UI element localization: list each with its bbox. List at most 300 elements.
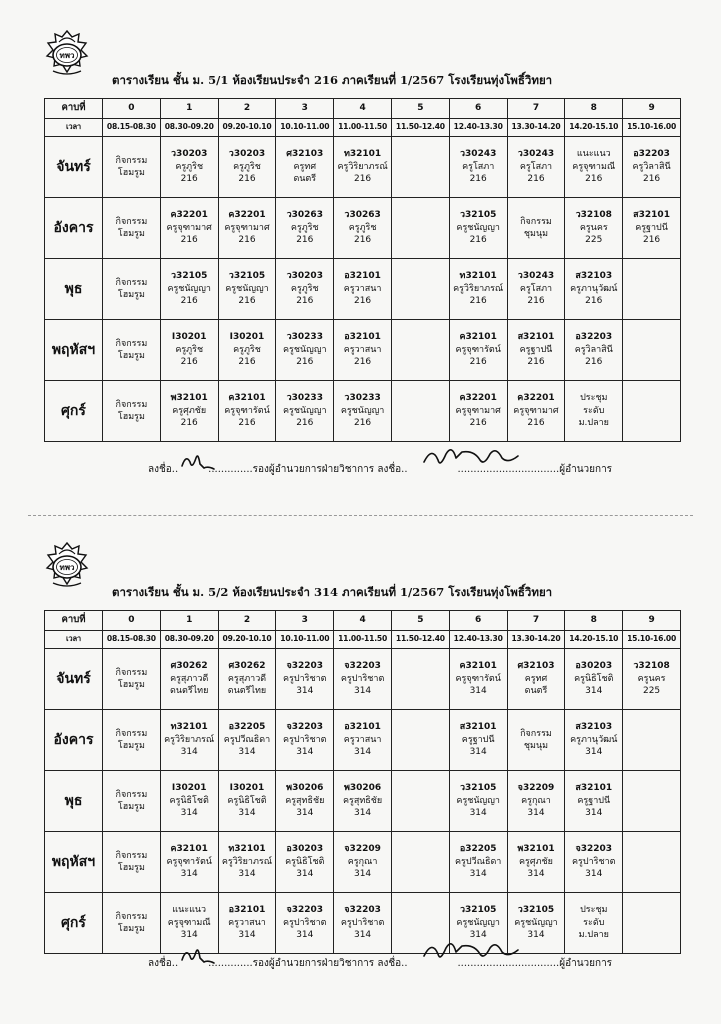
teacher-name: ครูภูริช — [175, 344, 204, 355]
subject-code: ประชุม — [580, 905, 608, 916]
room-number: 314 — [469, 686, 487, 697]
deputy-signature — [178, 942, 218, 972]
subject-code: อ32205 — [459, 844, 497, 855]
teacher-name: ครูชนัญญา — [514, 917, 558, 928]
class-cell — [449, 320, 507, 381]
class-cell — [103, 381, 161, 442]
period-number: 8 — [565, 99, 623, 119]
day-row — [45, 771, 681, 832]
room-number: 216 — [353, 174, 372, 185]
subject-code: อ32203 — [633, 149, 670, 160]
subject-code: ศ32103 — [286, 149, 324, 160]
teacher-name: ครูจุฑามณี — [572, 161, 616, 172]
class-cell — [334, 710, 392, 771]
class-cell — [334, 771, 392, 832]
teacher-name: ครูจุฑารัตน์ — [166, 856, 212, 867]
empty-cell — [623, 893, 681, 954]
room-number: 216 — [180, 418, 198, 429]
room-number: 314 — [238, 747, 256, 758]
class-cell — [334, 649, 392, 710]
school-logo — [44, 540, 90, 590]
teacher-name: ครูนิธิโชติ — [169, 795, 209, 806]
subject-code: ท32101 — [170, 722, 208, 733]
class-cell — [276, 771, 334, 832]
period-time: 15.10-16.00 — [623, 119, 681, 137]
teacher-name: ครูศุภชัย — [172, 405, 207, 416]
subject-code: แนะแนว — [172, 905, 207, 916]
class-cell — [103, 649, 161, 710]
teacher-name: ครูกุณา — [521, 795, 551, 806]
class-cell — [507, 649, 565, 710]
empty-cell — [391, 259, 449, 320]
subject-code: ค32101 — [459, 332, 497, 343]
period-number: 9 — [623, 611, 681, 631]
teacher-name: ครูโสภา — [519, 161, 553, 172]
subject-code: ค32101 — [228, 393, 266, 404]
class-cell — [334, 137, 392, 198]
day-row — [45, 137, 681, 198]
subject-code: กิจกรรม — [115, 338, 148, 349]
subject-code: ศ32103 — [517, 661, 555, 672]
class-cell — [334, 259, 392, 320]
subject-code: กิจกรรม — [115, 667, 148, 678]
period-time: 12.40-13.30 — [449, 119, 507, 137]
period-label: คาบที่ — [45, 611, 103, 631]
sign-director: ................................ผู้อำนวยการ — [457, 464, 613, 475]
subject-code: กิจกรรม — [115, 789, 148, 800]
subject-code: อ30203 — [286, 844, 324, 855]
room-number: 314 — [585, 808, 603, 819]
teacher-name: ครูโสภา — [519, 283, 553, 294]
class-cell — [449, 198, 507, 259]
subject-code: จ32203 — [286, 722, 324, 733]
class-cell — [276, 832, 334, 893]
room-number: 216 — [353, 418, 372, 429]
teacher-name: ครูวาสนา — [343, 283, 382, 294]
room-number: 314 — [180, 930, 198, 941]
room-number: 216 — [238, 235, 256, 246]
class-cell — [334, 381, 392, 442]
period-time: 08.15-08.30 — [103, 631, 161, 649]
teacher-name: ครูจุฑามาศ — [166, 222, 212, 233]
teacher-name: ครูจุฑามณี — [167, 917, 211, 928]
class-cell — [507, 771, 565, 832]
subject-code: ท32101 — [343, 149, 382, 160]
subject-code: กิจกรรม — [115, 850, 148, 861]
day-row — [45, 320, 681, 381]
room-number: 216 — [585, 296, 603, 307]
room-number: 216 — [353, 235, 372, 246]
teacher-name: ครูจุฑามาศ — [455, 405, 501, 416]
period-time: 10.10-11.00 — [276, 119, 334, 137]
class-cell — [276, 320, 334, 381]
class-cell — [160, 198, 218, 259]
subject-code: ส32101 — [633, 210, 670, 221]
class-cell — [565, 893, 623, 954]
subject-code: ค32101 — [170, 844, 208, 855]
class-cell — [334, 893, 392, 954]
empty-cell — [623, 771, 681, 832]
teacher-name: ครูชนัญญา — [167, 283, 211, 294]
teacher-name: ครูปาริชาต — [283, 673, 327, 684]
subject-code: ว30243 — [517, 149, 555, 160]
class-cell — [449, 771, 507, 832]
subject-code: ว32105 — [171, 271, 208, 282]
teacher-name: ครูภานุวัฒน์ — [570, 283, 618, 294]
teacher-name: ครูชนัญญา — [283, 344, 327, 355]
room-number: 216 — [238, 357, 256, 368]
period-number: 1 — [160, 99, 218, 119]
class-cell — [449, 649, 507, 710]
sign-prefix: ลงชื่อ.. — [148, 958, 179, 969]
room-number: ดนตรีไทย — [169, 686, 209, 697]
subject-code: แนะแนว — [576, 149, 611, 160]
subject-code: ว32105 — [517, 905, 555, 916]
room-number: 216 — [469, 235, 487, 246]
class-cell — [103, 710, 161, 771]
room-number: 314 — [527, 808, 545, 819]
teacher-name: ครูปาริชาต — [283, 917, 327, 928]
class-cell — [103, 198, 161, 259]
period-label: คาบที่ — [45, 99, 103, 119]
teacher-name: ครูวิริยาภรณ์ — [337, 161, 388, 172]
room-number: 314 — [527, 869, 545, 880]
day-row — [45, 381, 681, 442]
period-time: 09.20-10.10 — [218, 119, 276, 137]
teacher-name: ครูนคร — [579, 222, 608, 233]
room-number: 314 — [353, 686, 372, 697]
subject-code: ส32103 — [575, 722, 613, 733]
day-row — [45, 710, 681, 771]
teacher-name: ครูชนัญญา — [283, 405, 327, 416]
class-cell — [160, 832, 218, 893]
time-row — [45, 631, 681, 649]
room-number: 314 — [238, 808, 256, 819]
svg-text:ทพว: ทพว — [59, 563, 75, 572]
teacher-name: ครูปาริชาต — [340, 673, 385, 684]
day-name: พฤหัสฯ — [45, 320, 103, 381]
class-cell — [160, 381, 218, 442]
class-cell — [103, 259, 161, 320]
school-logo — [44, 28, 90, 78]
subject-code: ว32105 — [459, 783, 497, 794]
teacher-name: โฮมรูม — [117, 863, 145, 873]
room-number: 216 — [296, 418, 314, 429]
teacher-name: โฮมรูม — [117, 412, 145, 422]
class-cell — [449, 710, 507, 771]
room-number: ดนตรีไทย — [227, 686, 267, 697]
class-cell — [218, 381, 276, 442]
day-name: จันทร์ — [45, 137, 103, 198]
empty-cell — [623, 381, 681, 442]
subject-code: ว30203 — [286, 271, 323, 282]
class-cell — [565, 832, 623, 893]
time-label: เวลา — [45, 119, 103, 137]
subject-code: จ32203 — [286, 661, 324, 672]
teacher-name: ครูชนัญญา — [456, 795, 500, 806]
teacher-name: โฮมรูม — [117, 680, 145, 690]
subject-code: อ32101 — [344, 271, 381, 282]
sheet-title: ตารางเรียน ชั้น ม. 5/2 ห้องเรียนประจำ 314 ภาคเรียนที่ 1/2567 โรงเรียนทุ่งโพธิ์วิทยา — [112, 585, 553, 599]
class-cell — [103, 320, 161, 381]
class-cell — [334, 198, 392, 259]
subject-code: I30201 — [229, 332, 265, 343]
sign-prefix: ลงชื่อ.. — [148, 464, 179, 475]
subject-code: ว30243 — [459, 149, 497, 160]
period-time: 11.50-12.40 — [391, 631, 449, 649]
subject-code: ส32101 — [575, 783, 613, 794]
room-number: 314 — [469, 747, 487, 758]
empty-cell — [623, 320, 681, 381]
sign-director: ................................ผู้อำนวยการ — [457, 958, 613, 969]
teacher-name: ครูวิลาสินี — [632, 161, 671, 172]
teacher-name: ครูนคร — [637, 673, 666, 684]
room-number: 314 — [296, 869, 314, 880]
period-time: 13.30-14.20 — [507, 631, 565, 649]
period-number: 0 — [103, 611, 161, 631]
period-number: 7 — [507, 99, 565, 119]
subject-code: ว32105 — [228, 271, 266, 282]
room-number: 216 — [585, 357, 603, 368]
class-cell — [565, 137, 623, 198]
subject-code: ศ30262 — [170, 661, 208, 672]
class-cell — [276, 259, 334, 320]
empty-cell — [391, 137, 449, 198]
subject-code: ค32201 — [517, 393, 555, 404]
sign-deputy-director: ..............รองผู้อำนวยการฝ่ายวิชาการ ลงชื่อ.. — [208, 958, 408, 969]
room-number: 216 — [296, 357, 314, 368]
subject-code: จ32203 — [344, 661, 381, 672]
day-name: ศุกร์ — [45, 893, 103, 954]
class-cell — [449, 259, 507, 320]
room-number: 314 — [585, 869, 603, 880]
subject-code: ท32101 — [228, 844, 266, 855]
teacher-name: ครูจุฑามาศ — [513, 405, 559, 416]
deputy-signature — [178, 448, 218, 478]
director-signature — [418, 934, 528, 972]
subject-code: ส32101 — [459, 722, 497, 733]
room-number: 216 — [469, 174, 487, 185]
room-number: 216 — [296, 296, 314, 307]
teacher-name: โฮมรูม — [117, 924, 145, 934]
room-number: 314 — [353, 747, 372, 758]
subject-code: ว30243 — [517, 271, 555, 282]
subject-code: ค32201 — [228, 210, 266, 221]
teacher-name: โฮมรูม — [117, 290, 145, 300]
empty-cell — [391, 832, 449, 893]
period-number: 1 — [160, 611, 218, 631]
class-cell — [565, 198, 623, 259]
teacher-name: ครูนิธิโชติ — [285, 856, 325, 867]
subject-code: อ32101 — [344, 722, 381, 733]
teacher-name: ระดับ — [583, 405, 605, 416]
class-cell — [565, 771, 623, 832]
period-header-row — [45, 99, 681, 119]
sign-deputy-director: ..............รองผู้อำนวยการฝ่ายวิชาการ ลงชื่อ.. — [208, 464, 408, 475]
subject-code: ว32108 — [633, 661, 670, 672]
empty-cell — [391, 381, 449, 442]
room-number: 216 — [527, 418, 545, 429]
class-cell — [160, 137, 218, 198]
class-cell — [218, 832, 276, 893]
empty-cell — [623, 832, 681, 893]
teacher-name: ครูปาริชาต — [283, 734, 327, 745]
empty-cell — [391, 771, 449, 832]
period-time: 12.40-13.30 — [449, 631, 507, 649]
room-number: 216 — [642, 174, 661, 185]
subject-code: ค32201 — [459, 393, 497, 404]
class-cell — [160, 259, 218, 320]
empty-cell — [391, 710, 449, 771]
teacher-name: ครูชนัญญา — [456, 917, 500, 928]
class-cell — [160, 710, 218, 771]
room-number: 216 — [469, 296, 487, 307]
class-cell — [507, 710, 565, 771]
room-number: 216 — [296, 235, 314, 246]
subject-code: จ32203 — [286, 905, 324, 916]
teacher-name: ครูฐาปนี — [635, 222, 668, 233]
subject-code: กิจกรรม — [115, 728, 148, 739]
period-time: 09.20-10.10 — [218, 631, 276, 649]
room-number: 216 — [238, 296, 256, 307]
period-header-row — [45, 611, 681, 631]
room-number: 314 — [238, 869, 256, 880]
time-label: เวลา — [45, 631, 103, 649]
room-number: 216 — [238, 174, 256, 185]
room-number: 216 — [585, 174, 603, 185]
empty-cell — [391, 198, 449, 259]
room-number: ม.ปลาย — [578, 930, 609, 941]
class-cell — [218, 137, 276, 198]
room-number: 216 — [469, 418, 487, 429]
subject-code: ว32105 — [459, 210, 497, 221]
director-signature — [418, 440, 528, 478]
room-number: 216 — [238, 418, 256, 429]
class-cell — [565, 259, 623, 320]
room-number: 314 — [585, 747, 603, 758]
teacher-name: ครูภูริช — [175, 161, 204, 172]
class-cell — [218, 771, 276, 832]
class-cell — [160, 649, 218, 710]
class-cell — [276, 649, 334, 710]
class-cell — [160, 771, 218, 832]
class-cell — [565, 649, 623, 710]
day-row — [45, 832, 681, 893]
day-name: จันทร์ — [45, 649, 103, 710]
room-number: 314 — [296, 686, 314, 697]
subject-code: ค32101 — [459, 661, 497, 672]
period-number: 5 — [391, 99, 449, 119]
class-cell — [103, 832, 161, 893]
period-number: 4 — [334, 99, 392, 119]
subject-code: ค32201 — [170, 210, 208, 221]
teacher-name: ครูโสภา — [462, 161, 495, 172]
room-number: ดนตรี — [293, 174, 317, 185]
sheet-title: ตารางเรียน ชั้น ม. 5/1 ห้องเรียนประจำ 216 ภาคเรียนที่ 1/2567 โรงเรียนทุ่งโพธิ์วิทยา — [112, 73, 553, 87]
timetable-table — [44, 98, 681, 442]
subject-code: ส32103 — [575, 271, 613, 282]
subject-code: I30201 — [171, 332, 207, 343]
empty-cell — [391, 320, 449, 381]
class-cell — [507, 832, 565, 893]
subject-code: อ30203 — [575, 661, 613, 672]
period-number: 7 — [507, 611, 565, 631]
class-cell — [218, 198, 276, 259]
class-cell — [623, 137, 681, 198]
teacher-name: ครูภานุวัฒน์ — [570, 734, 618, 745]
teacher-name: ครูสุภาวดี — [227, 673, 267, 684]
teacher-name: ครูภูริช — [233, 344, 261, 355]
class-cell — [623, 649, 681, 710]
teacher-name: ครูจุฑามาศ — [224, 222, 270, 233]
class-cell — [449, 381, 507, 442]
class-cell — [276, 198, 334, 259]
period-number: 3 — [276, 99, 334, 119]
subject-code: กิจกรรม — [115, 277, 148, 288]
class-cell — [507, 137, 565, 198]
teacher-name: ชุมนุม — [523, 741, 549, 751]
room-number: 314 — [585, 686, 603, 697]
room-number: 314 — [296, 747, 314, 758]
teacher-name: ครูปาริชาต — [572, 856, 616, 867]
class-cell — [334, 832, 392, 893]
room-number: 314 — [353, 808, 372, 819]
period-time: 11.50-12.40 — [391, 119, 449, 137]
subject-code: ว30203 — [171, 149, 208, 160]
room-number: 314 — [180, 747, 198, 758]
teacher-name: ครูภูริช — [348, 222, 377, 233]
room-number: 216 — [180, 296, 198, 307]
class-cell — [276, 381, 334, 442]
subject-code: ว30263 — [344, 210, 381, 221]
class-cell — [449, 832, 507, 893]
period-number: 9 — [623, 99, 681, 119]
subject-code: กิจกรรม — [115, 399, 148, 410]
teacher-name: โฮมรูม — [117, 168, 145, 178]
teacher-name: ครูทศ — [524, 673, 548, 684]
class-cell — [507, 259, 565, 320]
subject-code: ท32101 — [459, 271, 497, 282]
subject-code: ส32101 — [517, 332, 555, 343]
period-number: 6 — [449, 611, 507, 631]
subject-code: พ32101 — [170, 393, 208, 404]
subject-code: I30201 — [171, 783, 207, 794]
room-number: 314 — [469, 808, 487, 819]
class-cell — [218, 320, 276, 381]
class-cell — [565, 381, 623, 442]
room-number: 225 — [642, 686, 661, 697]
class-cell — [507, 381, 565, 442]
subject-code: จ32203 — [575, 844, 613, 855]
room-number: 314 — [238, 930, 256, 941]
period-time: 11.00-11.50 — [334, 119, 392, 137]
teacher-name: ครูปาริชาต — [340, 917, 385, 928]
class-cell — [276, 137, 334, 198]
empty-cell — [623, 259, 681, 320]
class-cell — [218, 710, 276, 771]
subject-code: กิจกรรม — [115, 911, 148, 922]
teacher-name: ครูจุฑารัตน์ — [455, 344, 501, 355]
room-number: 216 — [353, 296, 372, 307]
subject-code: อ32203 — [575, 332, 613, 343]
subject-code: พ30206 — [343, 783, 382, 794]
room-number: 216 — [180, 235, 198, 246]
teacher-name: ครูนิธิโชติ — [574, 673, 614, 684]
time-row — [45, 119, 681, 137]
subject-code: ว30233 — [344, 393, 381, 404]
day-row — [45, 893, 681, 954]
empty-cell — [623, 710, 681, 771]
